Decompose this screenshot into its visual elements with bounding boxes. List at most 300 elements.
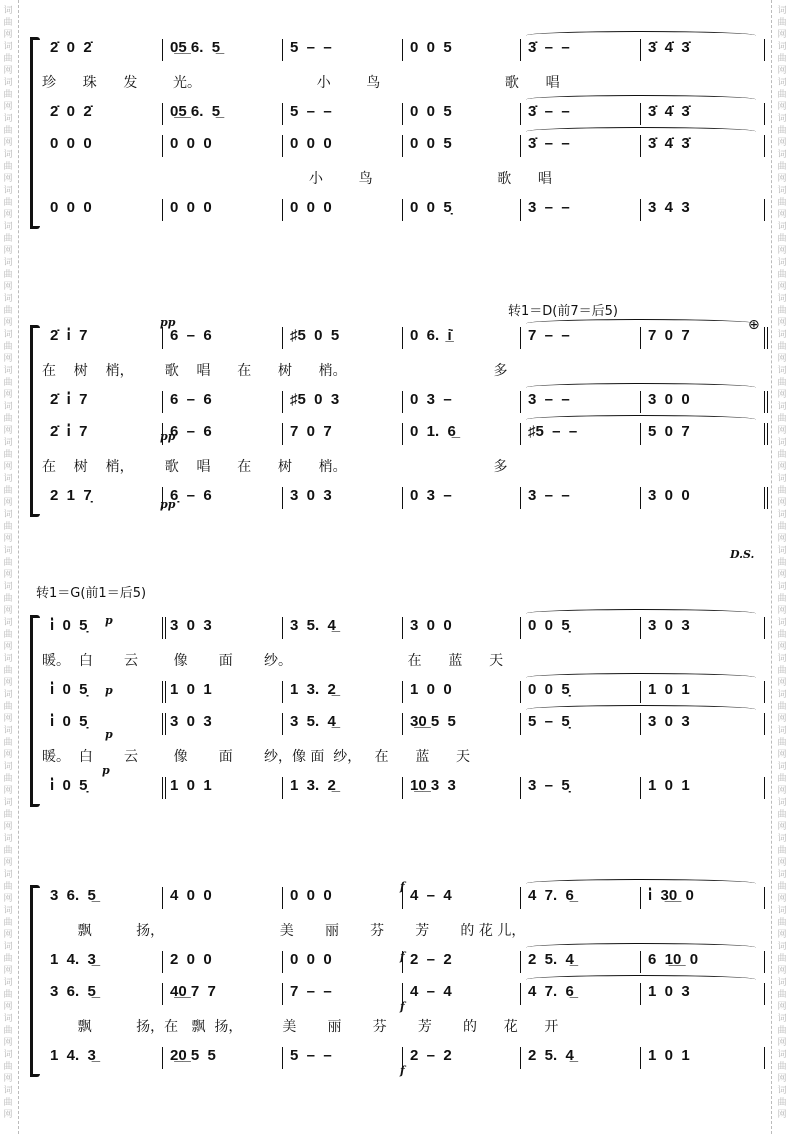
- measure: [640, 614, 758, 644]
- watermark-char: 词: [777, 330, 787, 340]
- watermark-char: 词: [777, 438, 787, 448]
- watermark-char: 曲: [777, 90, 787, 100]
- end-bar-line: [764, 681, 765, 703]
- watermark-char: 词: [3, 114, 13, 124]
- watermark-char: 曲: [3, 630, 13, 640]
- measure: [162, 710, 280, 740]
- watermark-char: 网: [3, 498, 13, 508]
- measure: [402, 100, 520, 130]
- watermark-char: 网: [777, 354, 787, 364]
- note-group: 2̇ 0 2̇: [50, 103, 92, 120]
- note-group: 0 0 0: [290, 951, 332, 968]
- end-bar-line: [764, 199, 765, 221]
- note-group: 4 7. 6̲: [528, 887, 574, 904]
- watermark-char: 词: [777, 402, 787, 412]
- watermark-char: 词: [777, 258, 787, 268]
- tie-slur: [526, 95, 756, 104]
- watermark-char: 曲: [777, 882, 787, 892]
- note-group: 1 0 1: [170, 681, 212, 698]
- watermark-char: 网: [777, 102, 787, 112]
- note-group: 6 1̲0̲ 0: [648, 951, 699, 968]
- bar-line: [402, 135, 403, 157]
- measure: [282, 36, 400, 66]
- lyric-line: 在 树 梢， 歌 唱 在 树 梢。 多: [42, 459, 508, 475]
- tie-slur: [526, 319, 756, 328]
- music-system: [30, 324, 770, 524]
- watermark-char: 网: [777, 606, 787, 616]
- watermark-char: 曲: [777, 666, 787, 676]
- bar-line: [520, 951, 521, 973]
- end-bar-line: [764, 1047, 765, 1069]
- bar-line: [640, 617, 641, 639]
- measure: [162, 948, 280, 978]
- watermark-char: 网: [777, 930, 787, 940]
- dynamic-p: p: [105, 684, 113, 697]
- measure: [282, 710, 400, 740]
- watermark-char: 网: [3, 318, 13, 328]
- measure: [520, 484, 638, 514]
- key-change-g: 转1＝G(前1＝后5): [36, 586, 147, 601]
- watermark-char: 词: [777, 906, 787, 916]
- watermark-char: 网: [3, 1038, 13, 1048]
- watermark-char: 词: [3, 6, 13, 16]
- measure: [520, 614, 638, 644]
- watermark-char: 词: [3, 582, 13, 592]
- tie-slur: [526, 673, 756, 682]
- note-group: 3 0 3: [648, 713, 690, 730]
- measure: [520, 884, 638, 914]
- note-group: 6 – 6: [170, 391, 212, 408]
- watermark-char: 词: [777, 1014, 787, 1024]
- bar-line: [640, 39, 641, 61]
- bar-line: [640, 777, 641, 799]
- note-group: 0 0 0: [290, 135, 332, 152]
- watermark-char: 网: [3, 642, 13, 652]
- bar-line: [162, 327, 163, 349]
- note-group: 0 3 –: [410, 487, 452, 504]
- watermark-char: 曲: [777, 342, 787, 352]
- measure: [42, 324, 160, 354]
- dynamic-f: f: [400, 880, 405, 893]
- ds-marking: D.S.: [730, 548, 755, 561]
- note-group: 3 0 3: [648, 617, 690, 634]
- watermark-char: 词: [3, 474, 13, 484]
- watermark-char: 曲: [777, 450, 787, 460]
- note-group: 2̇ i̇ 7: [50, 327, 88, 344]
- staff-row: [42, 980, 770, 1010]
- tie-slur: [526, 415, 756, 424]
- bar-line: [282, 1047, 283, 1069]
- watermark-char: 曲: [3, 414, 13, 424]
- bar-line: [640, 713, 641, 735]
- dynamic-f: f: [400, 1000, 405, 1013]
- watermark-char: 网: [777, 318, 787, 328]
- measure: [42, 100, 160, 130]
- staff-row: [42, 324, 770, 354]
- staff-row: [42, 1044, 770, 1074]
- watermark-char: 网: [777, 174, 787, 184]
- watermark-char: 词: [777, 942, 787, 952]
- note-group: 3 6. 5̲: [50, 983, 96, 1000]
- bar-line: [282, 617, 283, 639]
- measure: [640, 884, 758, 914]
- note-group: 0 0 0: [50, 135, 92, 152]
- watermark-char: 曲: [3, 594, 13, 604]
- tie-slur: [526, 383, 756, 392]
- bar-line: [282, 681, 283, 703]
- watermark-char: 网: [777, 714, 787, 724]
- note-group: 3 – –: [528, 199, 570, 216]
- tie-slur: [526, 609, 756, 618]
- measure: [520, 980, 638, 1010]
- music-system: [30, 614, 770, 814]
- watermark-char: 网: [777, 282, 787, 292]
- note-group: 4̲0̲ 7 7: [170, 983, 216, 1000]
- watermark-char: 网: [777, 570, 787, 580]
- measure: [402, 196, 520, 226]
- note-group: i̇ 0 5̣: [50, 777, 88, 794]
- bar-line: [640, 423, 641, 445]
- watermark-char: 网: [3, 930, 13, 940]
- watermark-char: 曲: [3, 774, 13, 784]
- watermark-char: 曲: [777, 522, 787, 532]
- note-group: 4 0 0: [170, 887, 212, 904]
- watermark-char: 曲: [777, 774, 787, 784]
- lyric-line: 暖。 白 云 像 面 纱。 在 蓝 天: [42, 653, 504, 669]
- watermark-char: 网: [3, 282, 13, 292]
- watermark-char: 曲: [3, 954, 13, 964]
- measure: [282, 388, 400, 418]
- measure: [640, 1044, 758, 1074]
- note-group: 3 0 3: [170, 617, 212, 634]
- measure: [640, 484, 758, 514]
- bar-line: [282, 135, 283, 157]
- measure: [162, 980, 280, 1010]
- bar-line: [162, 135, 163, 157]
- note-group: 5 – –: [290, 103, 332, 120]
- watermark-char: 曲: [777, 558, 787, 568]
- staff-row: [42, 196, 770, 226]
- measure: [402, 614, 520, 644]
- measure: [640, 774, 758, 804]
- end-bar-line: [764, 487, 768, 509]
- note-group: 3̇ – –: [528, 103, 570, 120]
- watermark-char: 网: [3, 894, 13, 904]
- watermark-char: 曲: [777, 918, 787, 928]
- watermark-char: 网: [777, 390, 787, 400]
- measure: [42, 774, 160, 804]
- watermark-char: 曲: [3, 918, 13, 928]
- watermark-char: 曲: [3, 450, 13, 460]
- bar-line: [640, 199, 641, 221]
- note-group: 4 – 4: [410, 983, 452, 1000]
- measure: [640, 132, 758, 162]
- measure: [282, 324, 400, 354]
- watermark-char: 曲: [777, 990, 787, 1000]
- system-bracket: [30, 886, 33, 1076]
- measure: [640, 100, 758, 130]
- note-group: 0 0 5̣: [528, 681, 570, 698]
- staff-row: [42, 100, 770, 130]
- bar-line: [520, 327, 521, 349]
- note-group: 6 – 6: [170, 423, 212, 440]
- watermark-char: 曲: [3, 126, 13, 136]
- measure: [162, 1044, 280, 1074]
- measure: [402, 678, 520, 708]
- note-group: 0 3 –: [410, 391, 452, 408]
- dynamic-p: p: [102, 764, 110, 777]
- note-group: 3 – –: [528, 391, 570, 408]
- watermark-char: 词: [3, 294, 13, 304]
- bar-line: [282, 713, 283, 735]
- note-group: 0 0 5̣: [528, 617, 570, 634]
- measure: [282, 678, 400, 708]
- bar-line: [402, 713, 403, 735]
- bar-line: [162, 103, 163, 125]
- note-group: 4 7. 6̲: [528, 983, 574, 1000]
- watermark-char: 曲: [777, 234, 787, 244]
- watermark-char: 词: [3, 654, 13, 664]
- watermark-char: 词: [3, 834, 13, 844]
- watermark-char: 网: [3, 822, 13, 832]
- bar-line: [520, 983, 521, 1005]
- watermark-char: 网: [777, 426, 787, 436]
- watermark-char: 网: [3, 354, 13, 364]
- measure: [520, 1044, 638, 1074]
- note-group: 2 – 2: [410, 951, 452, 968]
- watermark-char: 网: [3, 606, 13, 616]
- measure: [640, 678, 758, 708]
- note-group: 3 0 3: [290, 487, 332, 504]
- staff-row: [42, 484, 770, 514]
- watermark-char: 曲: [777, 1026, 787, 1036]
- system-bracket: [30, 326, 33, 516]
- watermark-char: 曲: [3, 846, 13, 856]
- end-bar-line: [764, 391, 768, 413]
- bar-line: [162, 1047, 163, 1069]
- watermark-char: 网: [3, 426, 13, 436]
- dynamic-f: f: [400, 1064, 405, 1077]
- note-group: 3 6. 5̲: [50, 887, 96, 904]
- note-group: 2̇ i̇ 7: [50, 391, 88, 408]
- watermark-char: 曲: [777, 810, 787, 820]
- measure: [520, 678, 638, 708]
- note-group: ♯5 0 5: [290, 327, 340, 344]
- lyric-line: 暖。 白 云 像 面 纱，像 面 纱， 在 蓝 天: [42, 749, 471, 765]
- end-bar-line: [764, 103, 765, 125]
- bar-line: [162, 423, 163, 445]
- watermark-char: 曲: [777, 378, 787, 388]
- bar-line: [162, 713, 166, 735]
- watermark-char: 词: [777, 150, 787, 160]
- end-bar-line: [764, 39, 765, 61]
- bar-line: [520, 39, 521, 61]
- bar-line: [402, 39, 403, 61]
- measure: [282, 774, 400, 804]
- watermark-char: 词: [3, 906, 13, 916]
- note-group: 3 5. 4̲: [290, 713, 336, 730]
- bar-line: [520, 103, 521, 125]
- watermark-char: 词: [3, 1014, 13, 1024]
- coda-sign: ⊕: [748, 316, 760, 332]
- end-bar-line: [764, 713, 765, 735]
- bar-line: [520, 887, 521, 909]
- watermark-char: 词: [777, 1086, 787, 1096]
- bar-line: [402, 887, 403, 909]
- bar-line: [282, 983, 283, 1005]
- measure: [162, 678, 280, 708]
- watermark-char: 词: [777, 654, 787, 664]
- bar-line: [282, 327, 283, 349]
- note-group: 0 0 0: [50, 199, 92, 216]
- bar-line: [402, 327, 403, 349]
- measure: [282, 884, 400, 914]
- watermark-char: 词: [3, 1050, 13, 1060]
- watermark-char: 曲: [777, 702, 787, 712]
- bar-line: [162, 199, 163, 221]
- bar-line: [520, 1047, 521, 1069]
- staff-row: [42, 36, 770, 66]
- watermark-char: 网: [777, 66, 787, 76]
- bar-line: [520, 391, 521, 413]
- music-system: [30, 36, 770, 236]
- note-group: 7 – –: [528, 327, 570, 344]
- note-group: 7 0 7: [648, 327, 690, 344]
- measure: [402, 484, 520, 514]
- bar-line: [640, 1047, 641, 1069]
- note-group: 0 0 0: [290, 887, 332, 904]
- watermark-char: 词: [777, 726, 787, 736]
- measure: [282, 132, 400, 162]
- measure: [42, 948, 160, 978]
- measure: [282, 614, 400, 644]
- bar-line: [640, 103, 641, 125]
- measure: [402, 884, 520, 914]
- note-group: 1 3. 2̲: [290, 681, 336, 698]
- watermark-char: 网: [777, 894, 787, 904]
- bar-line: [162, 617, 166, 639]
- watermark-char: 曲: [3, 234, 13, 244]
- staff-row: [42, 420, 770, 450]
- bar-line: [520, 617, 521, 639]
- note-group: 1 3. 2̲: [290, 777, 336, 794]
- bar-line: [402, 423, 403, 445]
- note-group: 1 4. 3̲: [50, 1047, 96, 1064]
- note-group: 3̇ – –: [528, 135, 570, 152]
- measure: [520, 948, 638, 978]
- watermark-char: 词: [777, 1050, 787, 1060]
- watermark-char: 网: [3, 1002, 13, 1012]
- note-group: 3̇ – –: [528, 39, 570, 56]
- tie-slur: [526, 879, 756, 888]
- bar-line: [402, 681, 403, 703]
- watermark-char: 曲: [777, 126, 787, 136]
- bar-line: [640, 681, 641, 703]
- bar-line: [162, 39, 163, 61]
- watermark-char: 曲: [777, 594, 787, 604]
- measure: [640, 948, 758, 978]
- measure: [162, 420, 280, 450]
- watermark-char: 曲: [3, 378, 13, 388]
- measure: [640, 324, 758, 354]
- measure: [640, 36, 758, 66]
- watermark-char: 词: [3, 942, 13, 952]
- watermark-char: 曲: [3, 342, 13, 352]
- measure: [162, 388, 280, 418]
- measure: [520, 324, 638, 354]
- watermark-char: 词: [777, 510, 787, 520]
- watermark-char: 曲: [3, 198, 13, 208]
- note-group: 7 0 7: [290, 423, 332, 440]
- staff-row: [42, 710, 770, 740]
- watermark-char: 词: [3, 222, 13, 232]
- watermark-char: 曲: [777, 54, 787, 64]
- watermark-char: 曲: [3, 666, 13, 676]
- bar-line: [640, 327, 641, 349]
- dynamic-pp: pp: [160, 316, 176, 329]
- bar-line: [402, 199, 403, 221]
- bar-line: [162, 487, 163, 509]
- watermark-char: 词: [777, 222, 787, 232]
- bar-line: [402, 617, 403, 639]
- measure: [640, 388, 758, 418]
- watermark-char: 曲: [777, 1062, 787, 1072]
- watermark-char: 网: [3, 966, 13, 976]
- watermark-char: 词: [3, 870, 13, 880]
- end-bar-line: [764, 983, 765, 1005]
- watermark-char: 网: [777, 30, 787, 40]
- note-group: 2 5. 4̲: [528, 1047, 574, 1064]
- note-group: 3 – 5̣: [528, 777, 570, 794]
- watermark-char: 曲: [777, 630, 787, 640]
- measure: [520, 710, 638, 740]
- bar-line: [282, 951, 283, 973]
- bar-line: [520, 199, 521, 221]
- watermark-char: 网: [3, 858, 13, 868]
- dynamic-p: p: [105, 614, 113, 627]
- measure: [402, 948, 520, 978]
- bar-line: [282, 39, 283, 61]
- watermark-char: 词: [3, 1086, 13, 1096]
- bar-line: [282, 487, 283, 509]
- note-group: 0 0 5: [410, 135, 452, 152]
- measure: [42, 1044, 160, 1074]
- watermark-char: 曲: [3, 1062, 13, 1072]
- watermark-char: 词: [3, 258, 13, 268]
- watermark-char: 网: [777, 498, 787, 508]
- watermark-char: 曲: [777, 306, 787, 316]
- watermark-char: 网: [777, 858, 787, 868]
- measure: [520, 196, 638, 226]
- watermark-char: 网: [3, 462, 13, 472]
- note-group: 1̲0̲ 3 3: [410, 777, 456, 794]
- note-group: 0 0 0: [170, 199, 212, 216]
- watermark-char: 词: [777, 294, 787, 304]
- measure: [162, 484, 280, 514]
- watermark-char: 曲: [777, 1098, 787, 1108]
- watermark-char: 曲: [3, 54, 13, 64]
- watermark-char: 词: [3, 762, 13, 772]
- watermark-char: 网: [777, 138, 787, 148]
- bar-line: [282, 199, 283, 221]
- staff-row: [42, 388, 770, 418]
- bar-line: [520, 681, 521, 703]
- staff-row: [42, 774, 770, 804]
- watermark-char: 网: [777, 642, 787, 652]
- watermark-char: 词: [3, 690, 13, 700]
- measure: [640, 196, 758, 226]
- watermark-char: 曲: [3, 1026, 13, 1036]
